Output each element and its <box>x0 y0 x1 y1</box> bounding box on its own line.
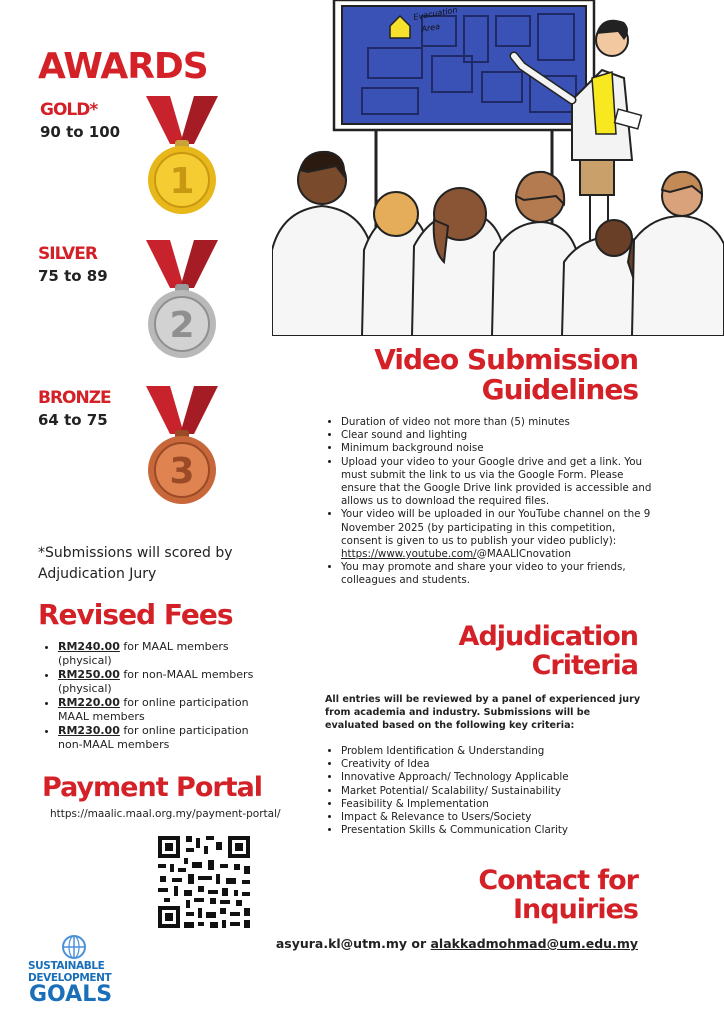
gold-tier-name: GOLD* <box>40 100 98 120</box>
criteria-item: • Problem Identification & Understanding <box>341 745 659 758</box>
criteria-list <box>325 745 659 837</box>
adjudication-title-line2: Criteria <box>531 650 638 681</box>
youtube-link[interactable]: https://www.youtube.com/ <box>341 548 477 561</box>
fee-amount: RM250.00 <box>58 668 120 681</box>
payment-qr-code[interactable] <box>156 834 252 930</box>
area-label: Area <box>420 21 441 34</box>
criteria-item: • Market Potential/ Scalability/ Sustainability <box>341 785 659 798</box>
adjudication-criteria-title <box>338 622 638 680</box>
fee-amount: RM220.00 <box>58 696 120 709</box>
criteria-item: • Impact & Relevance to Users/Society <box>341 811 659 824</box>
guideline-youtube-text: Your video will be uploaded in our YouTube channel on the 9 November 2025 (by participating in this competition, consent is given to us to publish your video publicly): <box>341 508 651 547</box>
guideline-item-youtube <box>341 508 659 561</box>
fee-description: for online participation non-MAAL members <box>58 724 249 751</box>
silver-tier-name: SILVER <box>38 244 97 264</box>
payment-portal-link[interactable]: https://maalic.maal.org.my/payment-portal/ <box>50 808 281 820</box>
sdg-line2: DEVELOPMENT <box>28 972 112 984</box>
guideline-item: • Minimum background noise <box>341 442 659 455</box>
sdg-logo <box>28 934 124 1014</box>
adjudication-note: *Submissions will scored by Adjudication Jury <box>38 545 233 582</box>
audience-figures <box>272 152 724 336</box>
criteria-item: • Presentation Skills & Communication Clarity <box>341 824 659 837</box>
contact-email-1[interactable]: asyura.kl@utm.my <box>275 936 408 951</box>
criteria-item: • Creativity of Idea <box>341 758 659 771</box>
fees-list <box>38 640 268 752</box>
criteria-item: • Innovative Approach/ Technology Applicable <box>341 771 659 784</box>
sdg-line3: GOALS <box>29 982 113 1007</box>
guideline-item: • You may promote and share your video to your friends, colleagues and students. <box>341 561 659 587</box>
fee-amount: RM230.00 <box>58 724 120 737</box>
silver-medal-icon <box>140 240 224 360</box>
fee-description: for MAAL members (physical) <box>58 640 229 667</box>
adjudication-title-line1: Adjudication <box>458 621 638 652</box>
video-guidelines-list <box>325 416 659 588</box>
guideline-item: • Clear sound and lighting <box>341 429 659 442</box>
criteria-item: • Feasibility & Implementation <box>341 798 659 811</box>
contact-title <box>338 866 638 924</box>
contact-emails <box>276 936 638 951</box>
contact-title-line1: Contact for <box>478 865 638 896</box>
un-emblem-icon <box>61 934 87 960</box>
bronze-medal-icon <box>140 386 224 506</box>
guideline-item: • Duration of video not more than (5) minutes <box>341 416 659 429</box>
awards-title: AWARDS <box>38 46 208 87</box>
fee-item <box>58 668 268 696</box>
youtube-handle: @MAALICnovation <box>476 548 572 561</box>
payment-portal-title: Payment Portal <box>42 772 263 803</box>
video-title-line2: Guidelines <box>481 373 638 406</box>
guideline-item: • Upload your video to your Google drive and get a link. You must submit the link to us via the Google Form. Please ensure that the Google Drive link provided is accessible and allows us to download the required files. <box>341 456 659 509</box>
bronze-medal-number: 3 <box>169 451 195 492</box>
fee-item <box>58 696 268 724</box>
contact-title-line2: Inquiries <box>512 894 638 925</box>
gold-medal-number: 1 <box>169 161 195 202</box>
contact-email-2[interactable]: alakkadmohmad@um.edu.my <box>430 936 638 951</box>
silver-medal-number: 2 <box>169 305 195 346</box>
sdg-line1: SUSTAINABLE <box>28 960 105 972</box>
fee-amount: RM240.00 <box>58 640 120 653</box>
contact-separator: or <box>407 936 431 951</box>
video-title-line1: Video Submission <box>374 343 638 376</box>
gold-medal-icon <box>140 96 224 216</box>
fee-item <box>58 724 268 752</box>
video-guidelines-title <box>338 345 638 405</box>
fee-item <box>58 640 268 668</box>
evacuation-label: Evacuation <box>412 5 459 22</box>
presentation-illustration <box>272 0 724 336</box>
gold-tier-range: 90 to 100 <box>40 123 121 141</box>
bronze-tier-range: 64 to 75 <box>38 411 108 429</box>
bronze-tier-name: BRONZE <box>38 388 111 408</box>
fee-description: for non-MAAL members (physical) <box>58 668 254 695</box>
silver-tier-range: 75 to 89 <box>38 267 108 285</box>
fee-description: for online participation MAAL members <box>58 696 249 723</box>
adjudication-intro: All entries will be reviewed by a panel of experienced jury from academia and industry. Submissions will be evaluated based on the following key criteria: <box>325 694 641 731</box>
revised-fees-title: Revised Fees <box>38 598 233 631</box>
